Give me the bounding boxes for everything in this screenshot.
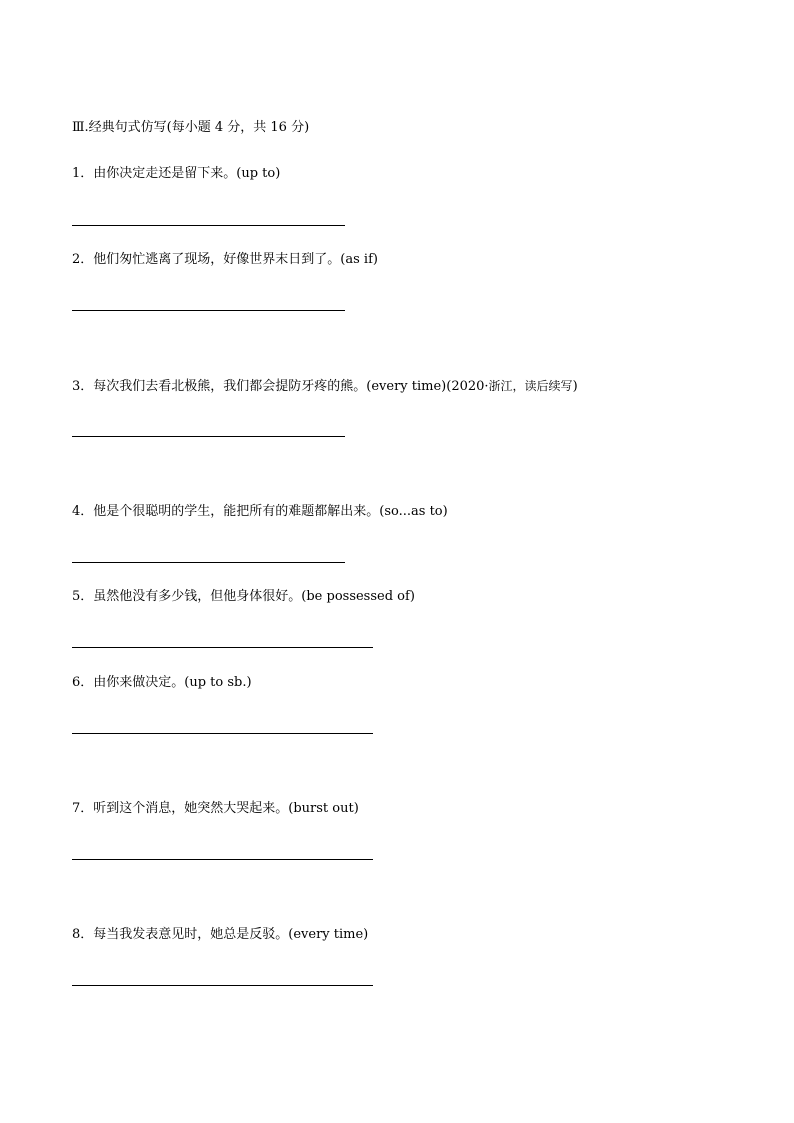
question-3	[72, 377, 578, 396]
answer-line-8[interactable]	[72, 985, 373, 986]
question-number: 3．	[72, 379, 94, 394]
question-text-tail: )	[572, 379, 578, 394]
question-number: 2．	[72, 252, 94, 267]
question-1	[72, 165, 280, 183]
question-5	[72, 588, 415, 606]
section-title: Ⅲ.经典句式仿写(每小题 4 分，共 16 分)	[72, 120, 310, 135]
answer-line-4[interactable]	[72, 562, 345, 563]
question-number: 1．	[72, 166, 94, 181]
question-2	[72, 251, 378, 269]
question-text: 他是个很聪明的学生，能把所有的难题都解出来。(so...as to)	[93, 504, 448, 519]
question-number: 7．	[72, 801, 94, 816]
question-number: 6．	[72, 675, 94, 690]
answer-line-7[interactable]	[72, 859, 373, 860]
question-text: 他们匆忙逃离了现场，好像世界末日到了。(as if)	[93, 252, 378, 267]
question-number: 5．	[72, 589, 94, 604]
question-text: 由你来做决定。(up to sb.)	[93, 675, 252, 690]
answer-line-6[interactable]	[72, 733, 373, 734]
answer-line-5[interactable]	[72, 647, 373, 648]
question-8	[72, 926, 368, 944]
answer-line-3[interactable]	[72, 436, 345, 437]
question-6	[72, 674, 252, 692]
answer-line-2[interactable]	[72, 310, 345, 311]
question-text: 听到这个消息，她突然大哭起来。(burst out)	[93, 801, 359, 816]
question-text: 虽然他没有多少钱，但他身体很好。(be possessed of)	[93, 589, 415, 604]
question-text: 每当我发表意见时，她总是反驳。(every time)	[93, 927, 369, 942]
question-7	[72, 800, 359, 818]
question-text: 每次我们去看北极熊，我们都会提防牙疼的熊。(every time)(2020·	[93, 379, 489, 394]
question-4	[72, 503, 448, 521]
question-source-note: 浙江，读后续写	[488, 379, 573, 393]
question-text: 由你决定走还是留下来。(up to)	[93, 166, 281, 181]
answer-line-1[interactable]	[72, 225, 345, 226]
question-number: 4．	[72, 504, 94, 519]
question-number: 8．	[72, 927, 94, 942]
